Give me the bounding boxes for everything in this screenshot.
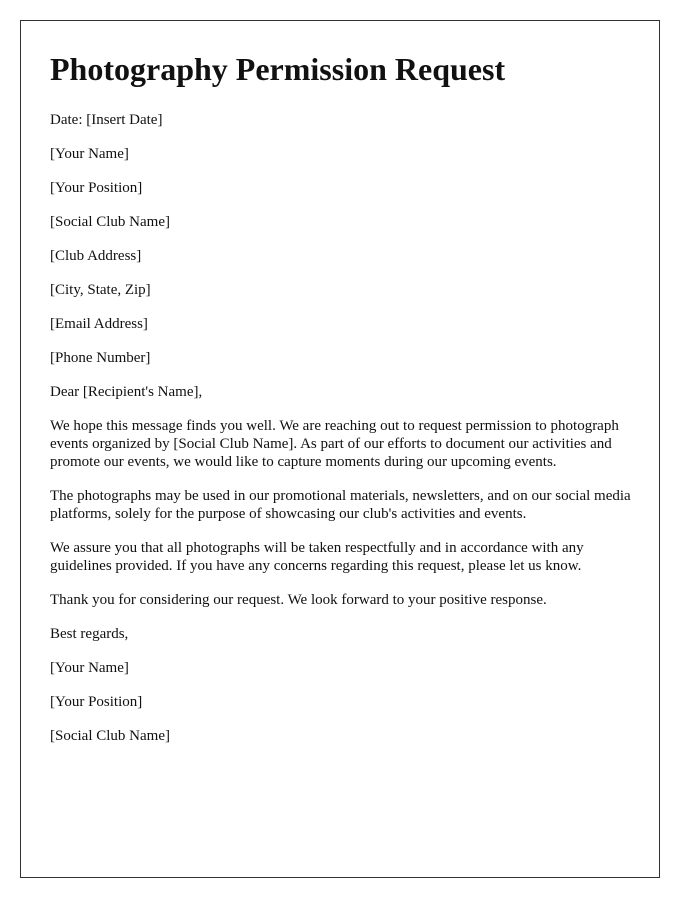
sender-club-name: [Social Club Name] — [50, 214, 170, 230]
sender-email: [Email Address] — [50, 316, 148, 332]
letter-page — [20, 20, 660, 878]
letter-content — [50, 49, 640, 761]
sender-city-state-zip: [City, State, Zip] — [50, 282, 151, 298]
closing: Best regards, — [50, 626, 129, 642]
salutation: Dear [Recipient's Name], — [50, 384, 203, 400]
page-title: Photography Permission Request — [50, 51, 506, 87]
signature-club-name: [Social Club Name] — [50, 728, 170, 744]
sender-phone: [Phone Number] — [50, 350, 151, 366]
sender-position: [Your Position] — [50, 180, 143, 196]
body-paragraph-2: The photographs may be used in our promotional materials, newsletters, and on our social media platforms, solely for the purpose of showcasing our club's activities and events. — [50, 488, 631, 522]
sender-address: [Club Address] — [50, 248, 142, 264]
body-paragraph-4: Thank you for considering our request. We look forward to your positive response. — [50, 592, 547, 608]
signature-position: [Your Position] — [50, 694, 143, 710]
body-paragraph-1: We hope this message finds you well. We are reaching out to request permission to photograph events organized by [Social Club Name]. As part of our efforts to document our activities and promote our events, we would like to capture moments during our upcoming events. — [50, 418, 619, 470]
date-line: Date: [Insert Date] — [50, 112, 163, 128]
sender-name: [Your Name] — [50, 146, 129, 162]
signature-name: [Your Name] — [50, 660, 129, 676]
body-paragraph-3: We assure you that all photographs will be taken respectfully and in accordance with any guidelines provided. If you have any concerns regarding this request, please let us know. — [50, 540, 584, 574]
